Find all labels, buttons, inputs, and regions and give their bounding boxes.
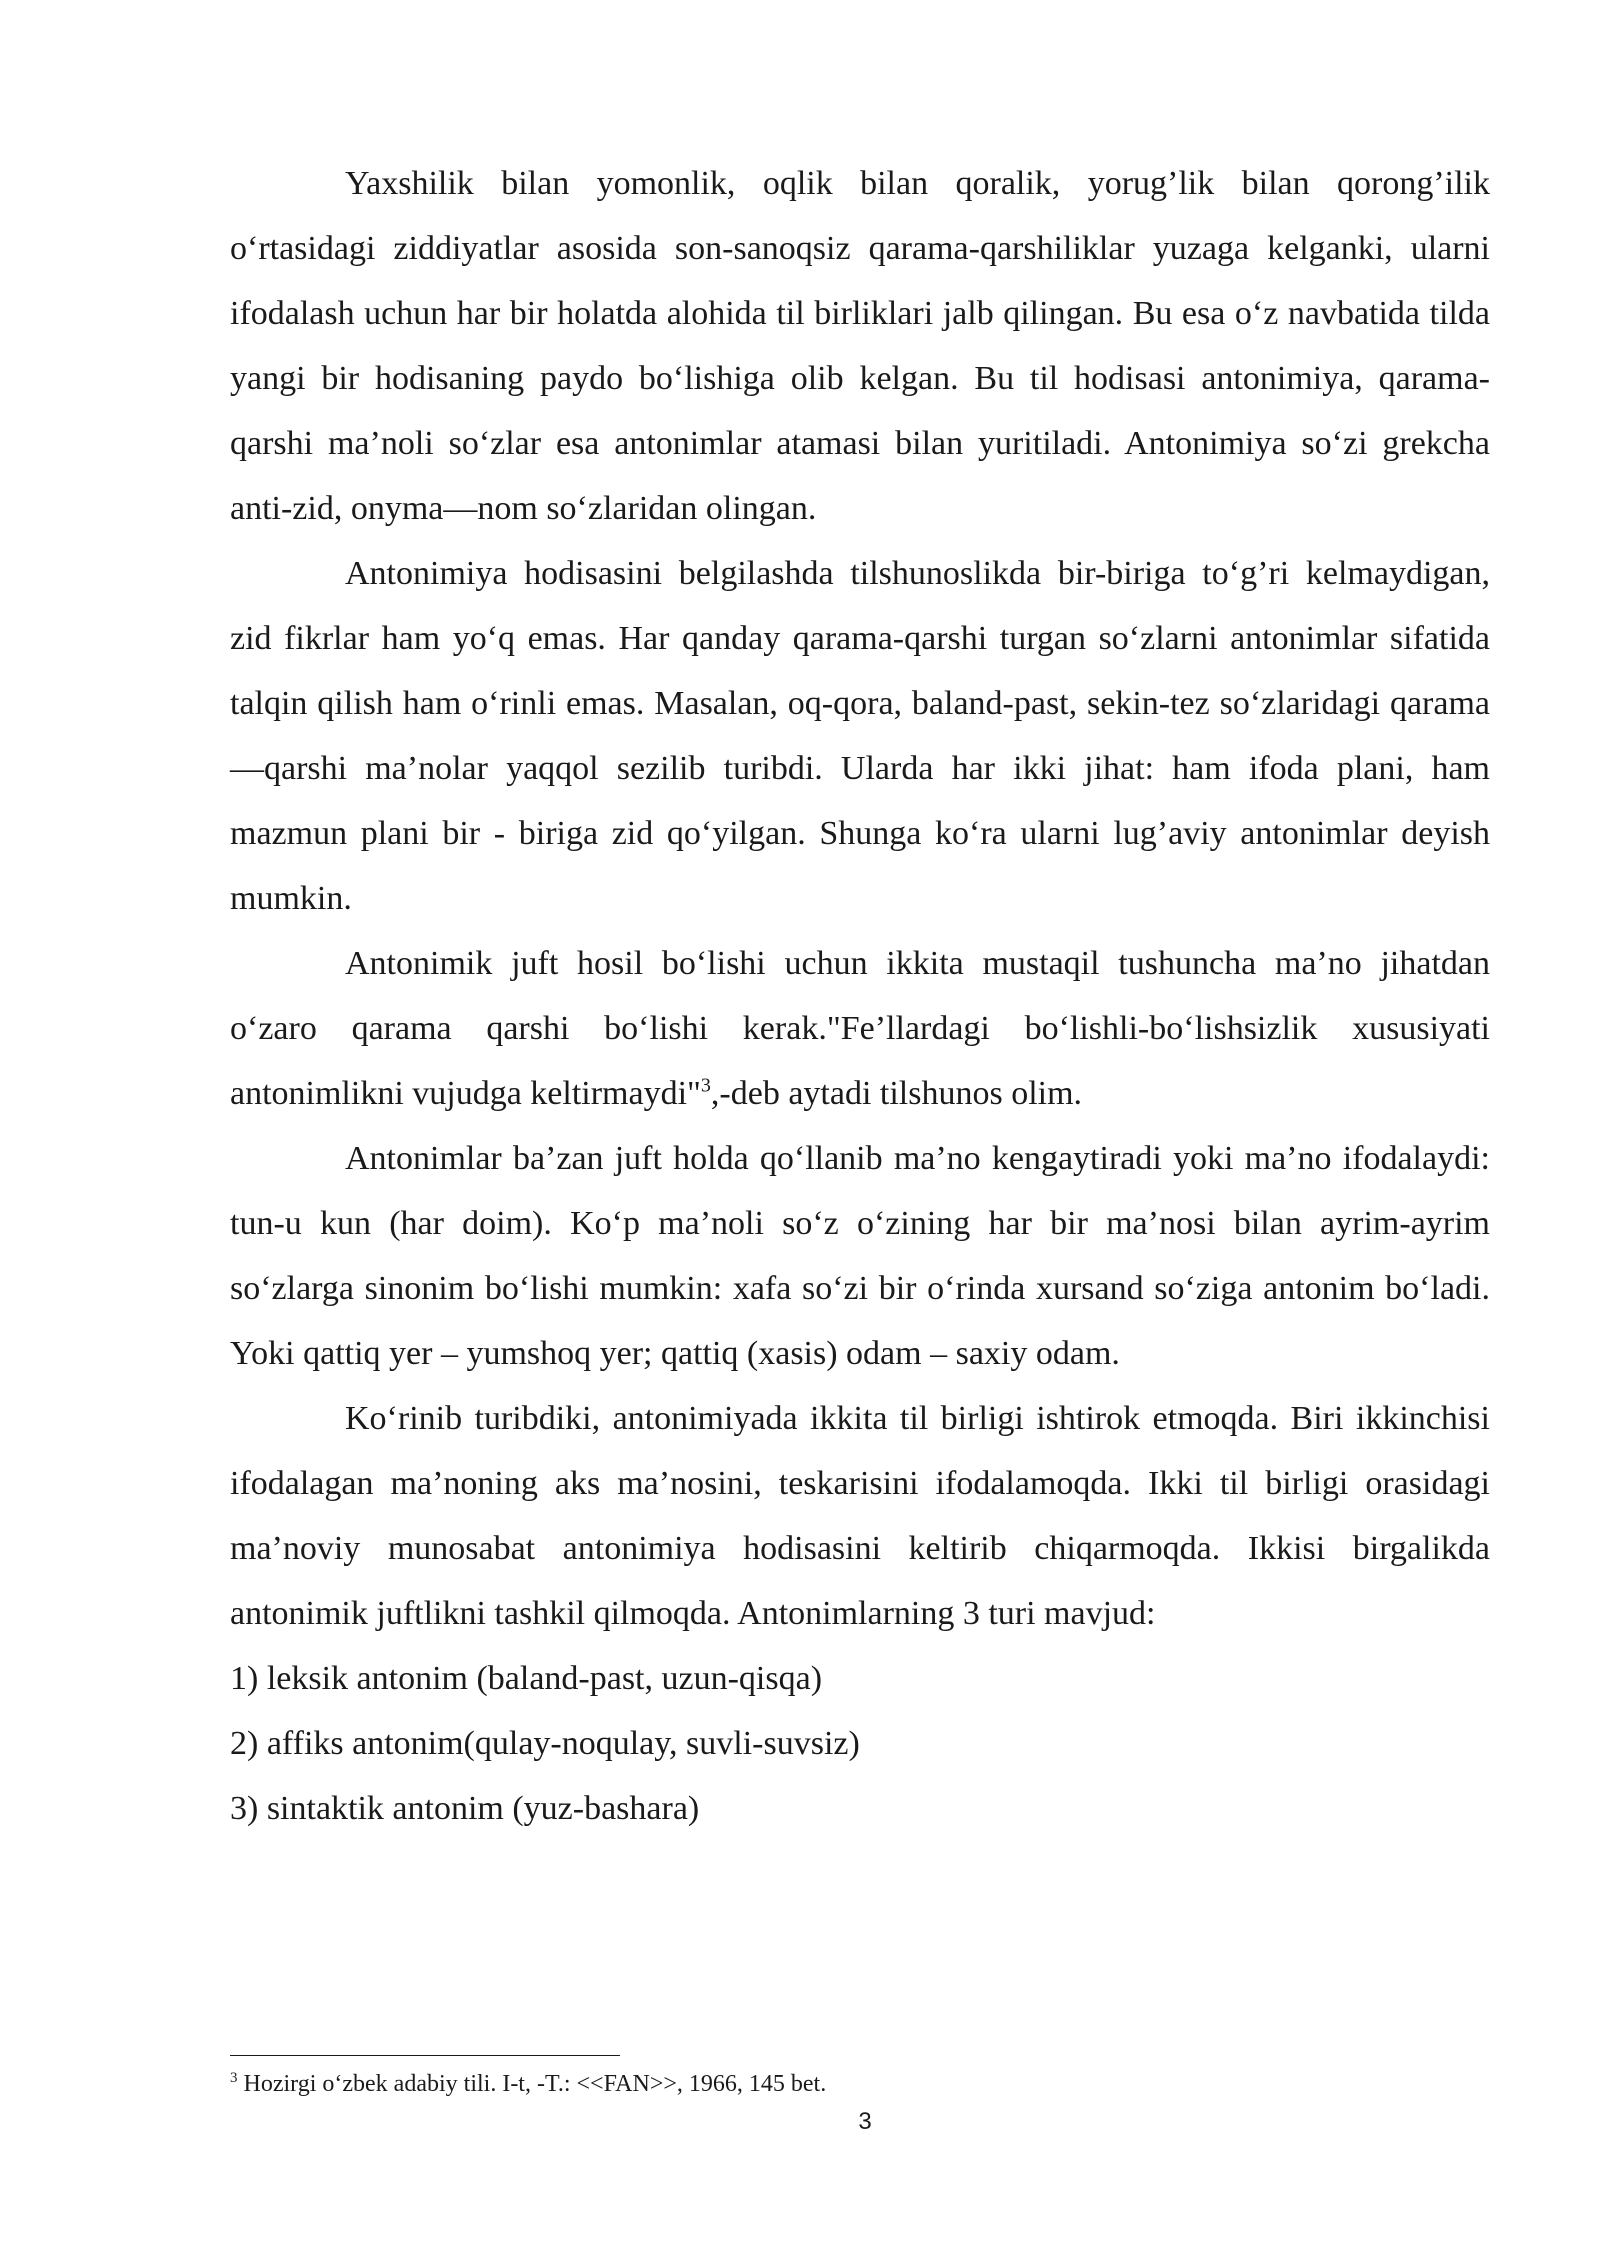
list-item: 3) sintaktik antonim (yuz-bashara) [230,1790,700,1827]
antonym-types-list [230,1646,1490,1841]
paragraph-2: Antonimiya hodisasini belgilashda tilshunoslikda bir-biriga to‘g’ri kelmaydigan, zid fikrlar ham yo‘q emas. Har qanday qarama-qarshi turgan so‘zlarni antonimlar sifatida talqin qilish ham o‘rinli emas. Masalan, oq-qora, baland-past, sekin-tez so‘zlaridagi qarama—qarshi ma’nolar yaqqol sezilib turibdi. Ularda har ikki jihat: ham ifoda plani, ham mazmun plani bir - biriga zid qo‘yilgan. Shunga ko‘ra ularni lug’aviy antonimlar deyish mumkin. [230,555,1490,917]
paragraph-3-text: Antonimik juft hosil bo‘lishi uchun ikkita mustaqil tushuncha ma’no jihatdan o‘zaro qarama qarshi bo‘lishi kerak."Fe’llardagi bo‘lishli-bo‘lishsizlik xususiyati antonimlikni vujudga keltirmaydi" [230,945,1490,1112]
footnote [230,2067,1490,2101]
paragraph-4: Antonimlar ba’zan juft holda qo‘llanib ma’no kengaytiradi yoki ma’no ifodalaydi: tun-u kun (har doim). Ko‘p ma’noli so‘z o‘zining har bir ma’nosi bilan ayrim-ayrim so‘zlarga sinonim bo‘lishi mumkin: xafa so‘zi bir o‘rinda xursand so‘ziga antonim bo‘ladi. Yoki qattiq yer – yumshoq yer; qattiq (xasis) odam – saxiy odam. [230,1140,1490,1372]
footnote-text: Hozirgi o‘zbek adabiy tili. I-t, -T.: <<FAN>>, 1966, 145 bet. [237,2071,827,2097]
paragraph-3-tail: ,-deb aytadi tilshunos olim. [710,1075,1083,1112]
body-text [230,151,1490,1841]
list-item: 2) affiks antonim(qulay-noqulay, suvli-suvsiz) [230,1725,860,1762]
paragraph-5: Ko‘rinib turibdiki, antonimiyada ikkita til birligi ishtirok etmoqda. Biri ikkinchisi ifodalagan ma’noning aks ma’nosini, teskarisini ifodalamoqda. Ikki til birligi orasidagi ma’noviy munosabat antonimiya hodisasini keltirib chiqarmoqda. Ikkisi birgalikda antonimik juftlikni tashkil qilmoqda. Antonimlarning 3 turi mavjud: [230,1400,1490,1632]
page-number: 3 [858,2108,872,2135]
list-item: 1) leksik antonim (baland-past, uzun-qisqa) [230,1660,823,1697]
footnote-divider [230,2055,620,2056]
paragraph-1: Yaxshilik bilan yomonlik, oqlik bilan qoralik, yorug’lik bilan qorong’ilik o‘rtasidagi ziddiyatlar asosida son-sanoqsiz qarama-qarshiliklar yuzaga kelganki, ularni ifodalash uchun har bir holatda alohida til birliklari jalb qilingan. Bu esa o‘z navbatida tilda yangi bir hodisaning paydo bo‘lishiga olib kelgan. Bu til hodisasi antonimiya, qarama-qarshi ma’noli so‘zlar esa antonimlar atamasi bilan yuritiladi. Antonimiya so‘zi grekcha anti-zid, onyma—nom so‘zlaridan olingan. [230,165,1490,527]
footnote-reference[interactable]: 3 [700,1074,711,1097]
paragraph-3 [230,931,1490,1126]
footnote-marker: 3 [230,2070,238,2086]
